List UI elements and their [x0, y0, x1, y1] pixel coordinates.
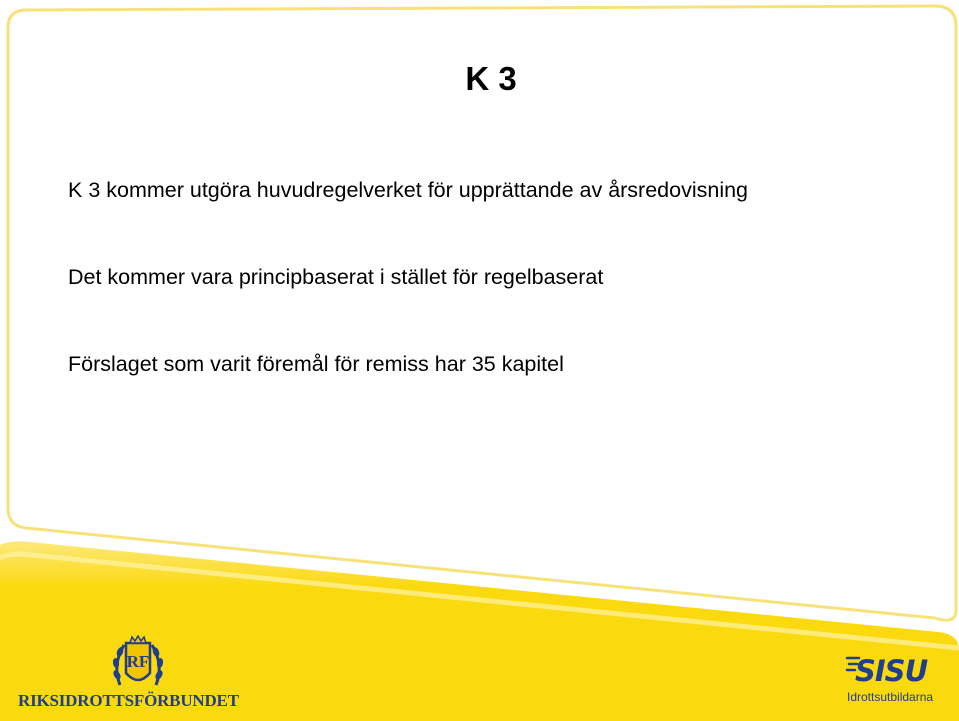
- riksidrottsforbundet-wordmark: RIKSIDROTTSFÖRBUNDET: [18, 691, 239, 710]
- sisu-subtitle: Idrottsutbildarna: [847, 690, 934, 704]
- sisu-wordmark: SISU: [855, 654, 928, 688]
- slide-frame: [8, 6, 956, 620]
- body-line: Förslaget som varit föremål för remiss har 35 kapitel: [68, 352, 564, 376]
- riksidrottsforbundet-logo: [18, 635, 239, 715]
- body-line: K 3 kommer utgöra huvudregelverket för upprättande av årsredovisning: [68, 178, 749, 202]
- riksidrottsforbundet-emblem-icon: [110, 635, 166, 693]
- rf-monogram: RF: [126, 652, 150, 671]
- body-line: Det kommer vara principbaserat i stället för regelbaserat: [68, 265, 604, 289]
- sisu-logo: [845, 652, 950, 712]
- slide-title: K 3: [465, 60, 517, 97]
